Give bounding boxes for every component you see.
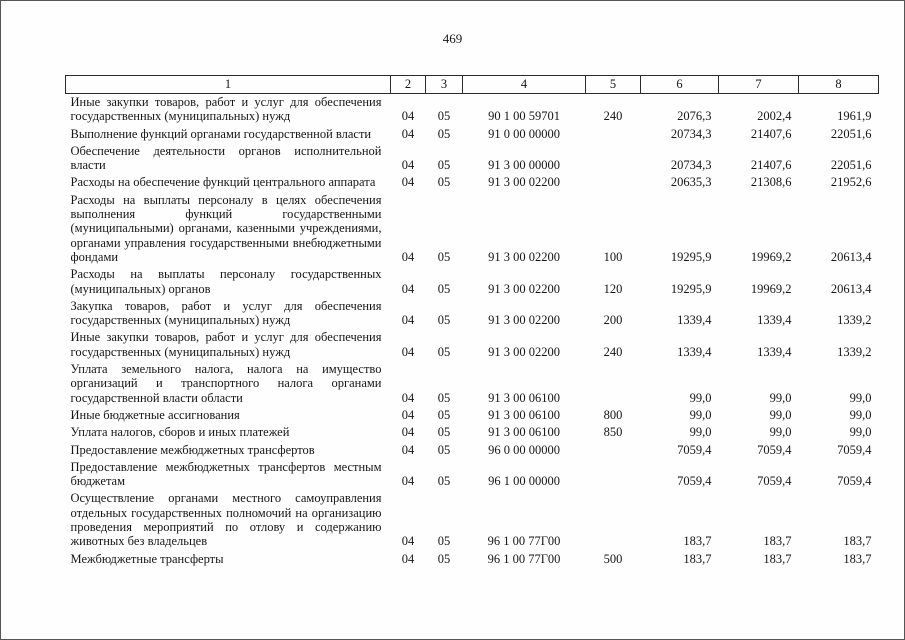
cell-col5: 240 (603, 109, 623, 124)
table-header-row (66, 76, 879, 94)
cell-col5 (586, 143, 641, 175)
table-row (66, 424, 879, 441)
budget-table (65, 75, 879, 568)
cell-col6: 99,0 (689, 407, 712, 422)
table-row (66, 490, 879, 550)
cell-col4: 90 1 00 59701 (488, 109, 560, 124)
cell-col2: 04 (401, 442, 415, 457)
cell-col6: 1339,4 (677, 344, 712, 359)
cell-col2: 04 (401, 344, 415, 359)
cell-col7: 1339,4 (757, 344, 792, 359)
cell-col6: 19295,9 (670, 281, 712, 296)
table-row (66, 192, 879, 266)
cell-col5 (586, 442, 641, 459)
cell-col4: 91 3 00 00000 (488, 158, 560, 173)
cell-col4: 91 3 00 02200 (488, 313, 560, 328)
table-row (66, 442, 879, 459)
cell-col6: 20635,3 (670, 175, 712, 190)
cell-col3: 05 (437, 425, 451, 440)
cell-col8: 99,0 (849, 425, 872, 440)
cell-col4: 91 3 00 06100 (488, 425, 560, 440)
cell-col7: 99,0 (769, 425, 792, 440)
cell-col7: 1339,4 (757, 313, 792, 328)
cell-col2: 04 (401, 407, 415, 422)
cell-col6: 20734,3 (670, 158, 712, 173)
cell-col8: 7059,4 (837, 474, 872, 489)
table-row (66, 143, 879, 175)
table-row (66, 551, 879, 568)
cell-col7: 183,7 (763, 551, 792, 566)
cell-col4: 91 3 00 02200 (488, 175, 560, 190)
column-header-7: 7 (719, 76, 799, 94)
cell-col7: 19969,2 (750, 281, 792, 296)
cell-col4: 91 3 00 02200 (488, 281, 560, 296)
cell-col4: 91 3 00 06100 (488, 390, 560, 405)
cell-col6: 183,7 (683, 534, 712, 549)
table-row (66, 407, 879, 424)
cell-col5: 800 (603, 407, 623, 422)
cell-col5 (586, 490, 641, 550)
cell-col5: 850 (603, 425, 623, 440)
cell-col3: 05 (437, 158, 451, 173)
cell-col1: Обеспечение деятельности органов исполнительной власти (70, 143, 382, 173)
cell-col8: 20613,4 (830, 281, 872, 296)
cell-col6: 7059,4 (677, 442, 712, 457)
column-header-8: 8 (799, 76, 879, 94)
cell-col2: 04 (401, 109, 415, 124)
cell-col7: 99,0 (769, 390, 792, 405)
cell-col4: 96 1 00 77Г00 (487, 551, 561, 566)
cell-col1: Расходы на выплаты персоналу в целях обеспечения выполнения функций государственными (муниципальными) органами, казенными учреждениями, органами управления государственными внебюджетными фондами (70, 192, 382, 264)
cell-col1: Иные закупки товаров, работ и услуг для обеспечения государственных (муниципальных) нужд (70, 95, 382, 124)
cell-col8: 1339,2 (837, 344, 872, 359)
cell-col8: 21952,6 (830, 175, 872, 190)
table-row (66, 174, 879, 191)
column-header-3: 3 (426, 76, 463, 94)
cell-col6: 99,0 (689, 390, 712, 405)
cell-col2: 04 (401, 158, 415, 173)
cell-col6: 99,0 (689, 425, 712, 440)
cell-col3: 05 (437, 249, 451, 264)
cell-col1: Межбюджетные трансферты (70, 551, 224, 566)
cell-col4: 96 1 00 00000 (488, 474, 560, 489)
cell-col8: 1961,9 (837, 109, 872, 124)
cell-col5 (586, 174, 641, 191)
cell-col3: 05 (437, 109, 451, 124)
cell-col1: Предоставление межбюджетных трансфертов (70, 442, 315, 457)
cell-col1: Расходы на обеспечение функций центрального аппарата (70, 175, 376, 190)
column-header-2: 2 (391, 76, 426, 94)
cell-col3: 05 (437, 313, 451, 328)
cell-col1: Иные бюджетные ассигнования (70, 407, 240, 422)
cell-col7: 19969,2 (750, 249, 792, 264)
cell-col2: 04 (401, 281, 415, 296)
cell-col2: 04 (401, 425, 415, 440)
cell-col1: Предоставление межбюджетных трансфертов местным бюджетам (70, 459, 382, 489)
cell-col5: 100 (603, 249, 623, 264)
cell-col3: 05 (437, 281, 451, 296)
cell-col3: 05 (437, 534, 451, 549)
cell-col3: 05 (437, 551, 451, 566)
cell-col3: 05 (437, 344, 451, 359)
cell-col1: Осуществление органами местного самоуправления отдельных государственных полномочий на организацию проведения мероприятий по отлову и содержанию животных без владельцев (70, 491, 382, 549)
column-header-6: 6 (641, 76, 719, 94)
column-header-4: 4 (463, 76, 586, 94)
cell-col7: 21407,6 (750, 126, 792, 141)
cell-col6: 1339,4 (677, 313, 712, 328)
cell-col3: 05 (437, 126, 451, 141)
cell-col7: 7059,4 (757, 442, 792, 457)
cell-col3: 05 (437, 407, 451, 422)
cell-col6: 183,7 (683, 551, 712, 566)
cell-col6: 2076,3 (677, 109, 712, 124)
cell-col3: 05 (437, 175, 451, 190)
table-row (66, 298, 879, 330)
cell-col3: 05 (437, 474, 451, 489)
cell-col8: 183,7 (843, 551, 872, 566)
page-number: 469 (442, 31, 463, 46)
column-header-5: 5 (586, 76, 641, 94)
cell-col8: 99,0 (849, 407, 872, 422)
cell-col1: Выполнение функций органами государственной власти (70, 126, 372, 141)
table-row (66, 94, 879, 126)
cell-col8: 183,7 (843, 534, 872, 549)
cell-col4: 96 0 00 00000 (488, 442, 560, 457)
cell-col4: 91 3 00 02200 (488, 344, 560, 359)
column-header-1: 1 (66, 76, 391, 94)
cell-col7: 2002,4 (757, 109, 792, 124)
cell-col5 (586, 126, 641, 143)
cell-col4: 96 1 00 77Г00 (487, 534, 561, 549)
cell-col2: 04 (401, 175, 415, 190)
cell-col8: 99,0 (849, 390, 872, 405)
cell-col8: 22051,6 (830, 126, 872, 141)
cell-col4: 91 3 00 02200 (488, 249, 560, 264)
cell-col8: 20613,4 (830, 249, 872, 264)
table-row (66, 126, 879, 143)
cell-col1: Уплата налогов, сборов и иных платежей (70, 425, 290, 440)
cell-col8: 1339,2 (837, 313, 872, 328)
cell-col2: 04 (401, 249, 415, 264)
cell-col5: 500 (603, 551, 623, 566)
cell-col3: 05 (437, 442, 451, 457)
cell-col7: 21308,6 (750, 175, 792, 190)
cell-col5: 200 (603, 313, 623, 328)
cell-col3: 05 (437, 390, 451, 405)
table-row (66, 329, 879, 361)
table-row (66, 266, 879, 298)
cell-col8: 7059,4 (837, 442, 872, 457)
table-body (66, 94, 879, 568)
cell-col7: 21407,6 (750, 158, 792, 173)
cell-col6: 20734,3 (670, 126, 712, 141)
cell-col5: 120 (603, 281, 623, 296)
cell-col1: Уплата земельного налога, налога на имущество организаций и транспортного налога органами государственной власти области (70, 362, 382, 405)
cell-col7: 7059,4 (757, 474, 792, 489)
cell-col4: 91 3 00 06100 (488, 407, 560, 422)
cell-col2: 04 (401, 534, 415, 549)
cell-col1: Иные закупки товаров, работ и услуг для обеспечения государственных (муниципальных) нужд (70, 330, 382, 359)
table-row (66, 361, 879, 407)
cell-col5 (586, 459, 641, 491)
cell-col5: 240 (603, 344, 623, 359)
cell-col2: 04 (401, 474, 415, 489)
cell-col6: 19295,9 (670, 249, 712, 264)
cell-col2: 04 (401, 126, 415, 141)
cell-col7: 99,0 (769, 407, 792, 422)
cell-col4: 91 0 00 00000 (488, 126, 560, 141)
cell-col1: Закупка товаров, работ и услуг для обеспечения государственных (муниципальных) нужд (70, 298, 382, 328)
cell-col5 (586, 361, 641, 407)
cell-col2: 04 (401, 313, 415, 328)
cell-col1: Расходы на выплаты персоналу государственных (муниципальных) органов (70, 267, 382, 296)
cell-col8: 22051,6 (830, 158, 872, 173)
cell-col7: 183,7 (763, 534, 792, 549)
cell-col2: 04 (401, 551, 415, 566)
cell-col2: 04 (401, 390, 415, 405)
cell-col6: 7059,4 (677, 474, 712, 489)
table-row (66, 459, 879, 491)
